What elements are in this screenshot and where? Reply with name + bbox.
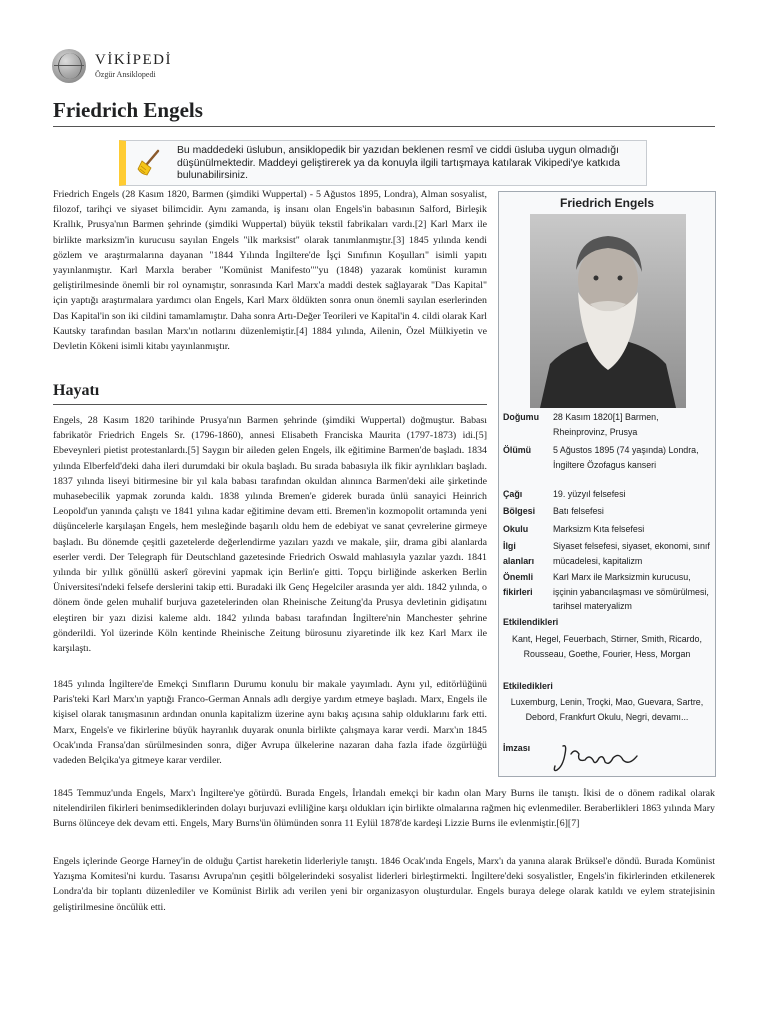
section-heading-hayati: Hayatı [53, 382, 100, 399]
influenced-list[interactable]: Luxemburg, Lenin, Troçki, Mao, Guevara, Sartre, Debord, Frankfurt Okulu, Negri, devamı... [510, 697, 704, 722]
influenced-heading: Etkiledikleri [503, 681, 553, 691]
notice-text: Bu maddedeki üslubun, ansiklopedik bir yazıdan beklenen resmî ve ciddi üsluba uygun olmadığı düşünülmektedir. Maddeyi geliştirerek ya da konuyla ilgili tartışmaya katılarak Vikipedi'ye katkıda bulunabilirsiniz. [177, 145, 621, 181]
influenced-by-list[interactable]: Kant, Hegel, Feuerbach, Stirner, Smith, Ricardo, Rousseau, Goethe, Fourier, Hess, Morgan [512, 634, 702, 659]
section-divider [53, 404, 487, 405]
paragraph-mary-burns: 1845 Temmuz'unda Engels, Marx'ı İngiltere'ye götürdü. Burada Engels, İrlandalı emekçi bir kadın olan Mary Burns ile tanıştı. İkisi de o dönem radikal olarak nitelendirilen fikirleri benimsediklerinden dolayı burjuvazi evliliğine karşı oldukları için birlikte olmalarına rağmen hiç evlenmediler. Beraberlikleri 1863 yılında Mary Burns ölünceye dek devam etti. Engels, Mary Burns'ün ölümünden sonra 11 Eylül 1878'de kardeşi Lizzie Burns ile evlenmiştir.[6][7] [53, 788, 715, 830]
signature-image [549, 740, 649, 778]
paragraph-early-life: Engels, 28 Kasım 1820 tarihinde Prusya'nın Barmen şehrinde (şimdiki Wuppertal) doğmuştur. Babası fabrikatör Friedrich Engels Sr. (1796-1860), annesi Elisabeth Franciska Maurita (1797-1873) idi.[5] Ebeveynleri pietist protestanlardı.[5] Saygın bir aileden gelen Engels, ilk eğitimine Barmen'de başladı. 1834 yılında Elberfeld'deki daha ileri durumdaki bir okula başladı. Bu sırada babasıyla ilk fikir ayrılıkları başladı. 1837 yılında liseyi bitirmesine bir yıl kala babası tarafından okuldan alınınca Barmen'deki aile şirketinde muhasebecilik yapmak zorunda kaldı. 1838 yılında Bremen'e giderek burada ünlü sanayici Heinrich Leopold'un yanında çalıştı ve 1841 yılına kadar eğitimine devam etti. Bremen'in kozmopolit ortamında yeni düşüncelerle karşılaşan Engels, hem mesleğinde başarılı oldu hem de edebiyat ve sanat çevrelerine girmeye başladı. Bu dönemde çeşitli gazetelerde değerlendirme yazıları yazdı ve makale, şiir, drama gibi alanlarda eserler verdi. Der Telegraph für Deutschland gazetesinde Friedrich Oswald mahlasıyla yazılar yazdı. 1841 yılında bir yıllık gönüllü askerî görevini yapmak için Berlin'e gitti. Topçu birliğinde askerken Berlin Üniversitesi'ndeki felsefe derslerini takip etti. Buradaki ilk Genç Hegelciler arasında yer aldı. 1842 yılında, o dönem önde gelen muhalif burjuva gazetelerinden olan Rheinische Zeitung'da Prusya devletinin gidişatını eleştiren bir yazı dizisi kaleme aldı. 1842 yılında babası tarafından İngiltere'nin Manchester şehrine gönderildi. Yol üzerinde Köln kentinde Rheinische Zeitung bürosunu ziyaretinde ilk kez Karl Marx ile karşılaştı. [53, 415, 487, 655]
paragraph-1845: 1845 yılında İngiltere'de Emekçi Sınıfların Durumu konulu bir makale yayımladı. Aynı yıl, editörlüğünü Paris'teki Karl Marx'ın yaptığı Franco-German Annals adlı dergiye yardım etmeye başladı. Marx, Engels ile kişisel olarak tanışmasının ardından onunla kapitalizm üzerine aynı bakış açısına sahip olduklarını fark etti. Marx, Engels'e ve fikirlerine büyük hayranlık duyarak onunla birlikte çalışmaya karar verdi. Marx'ın 1845 Ocak'ında Fransa'dan sürülmesinden sonra, diğer Avrupa ülkelerine nazaran daha fazla ifade özgürlüğü vadeden Belçika'ya gitmeye karar verdiler. [53, 679, 487, 767]
broom-icon [134, 147, 166, 179]
infobox: Friedrich Engels Doğumu 28 Kasım 1820[1] Barmen, Rheinprovinz, Prusya Ölümü 5 Ağustos 1895 (74 yaşında) Londra, İngiltere Özofagus kanseri Çağı 19. yüzyıl felsefesi Bölgesi Batı felsefesi Okulu Marksizm Kıta felsefesi İlgi alanları Siyaset felsefesi, siyaset, ekonomi, sınıf mücadelesi, kapitalizm Önemli fikirleri Karl Marx ile Marksizmin kurucusu, işçinin yabancılaşması ve sömürülmesi, tarihsel materyalizm Etkilendikleri Kant, Hegel, Feuerbach, Stirner, Smith, Ricardo, Rousseau, Goethe, Fourier, Hess, Morgan Etkiledikleri Luxemburg, Lenin, Troçki, Mao, Guevara, Sartre, Debord, Frankfurt Okulu, Negri, devamı... İmzası [498, 191, 716, 777]
signature-label: İmzası [503, 743, 531, 753]
style-notice-box [119, 140, 647, 186]
paragraph-chartists: Engels içlerinde George Harney'in de olduğu Çartist hareketin liderleriyle tanıştı. 1846 Ocak'ında Engels, Marx'ı da yanına alarak Brüksel'e döndü. Burada Komünist Yazışma Komitesi'ni kurdu. Tasarısı Avrupa'nın çeşitli bölgelerindeki sosyalist liderleri birleştirmekti. İngiltere'deki sosyalistler, Engels'in fikirlerinden etkilenerek Londra'da bir toplantı düzenlediler ve Komünist Birlik adı verilen yeni bir organizasyon oluşturdular. Engels buraya delege olarak katıldı ve eylem stratejisinin geliştirilmesine öncülük etti. [53, 856, 715, 913]
intro-paragraph: Friedrich Engels (28 Kasım 1820, Barmen (şimdiki Wuppertal) - 5 Ağustos 1895, Londra), Alman sosyalist, filozof, tarihçi ve siyaset bilimcidir. Aynı zamanda, iş insanı olan Engels'in babasının Salford, Birleşik Krallık, Prusya'nın Barmen şehrinde (şimdiki Wuppertal) büyük tekstil fabrikaları vardı.[2] Karl Marx ile birlikte marksizm'in kurucusu sayılan Engels "ilk marksist" olarak tanımlanmıştır.[3] 1845 yılında kendi gözlem ve araştırmalarına dayanan "1844 Yılında İngiltere'de İşçi Sınıfının Koşulları" isimli yapıtı yayınlanmıştır. Karl Marxla beraber "Komünist Manifesto""yu (1848) yazarak komünist kuramın geliştirilmesinde önemli bir rol oynamıştır, sonrasında Karl Marx'a maddi destek sağlayarak "Das Kapital" için yaptığı araştırmalara yardımcı olan Engels, Karl Marx öldükten sonra onun önemli sayılan eserlerinden Das Kapital'in son iki cildini tamamlamıştır. Daha sonra Artı-Değer Teorileri ve Kapital'in 4. cildi olarak Karl Kautsky tarafından basılan Marx'ın notlarını düzenlemiştir.[4] 1884 yılında, Ailenin, Özel Mülkiyetin ve Devletin Kökeni isimli kitabı yayınlanmıştır. [53, 189, 487, 353]
page-title: Friedrich Engels [53, 98, 203, 122]
title-divider [53, 126, 715, 127]
logo-wordmark: VİKİPEDİ [95, 52, 172, 68]
globe-icon [52, 49, 86, 83]
wikipedia-logo[interactable] [52, 49, 192, 85]
logo-tagline: Özgür Ansiklopedi [95, 70, 156, 79]
influenced-by-heading: Etkilendikleri [503, 617, 559, 627]
portrait-image[interactable] [530, 214, 686, 408]
infobox-title: Friedrich Engels [559, 196, 655, 210]
